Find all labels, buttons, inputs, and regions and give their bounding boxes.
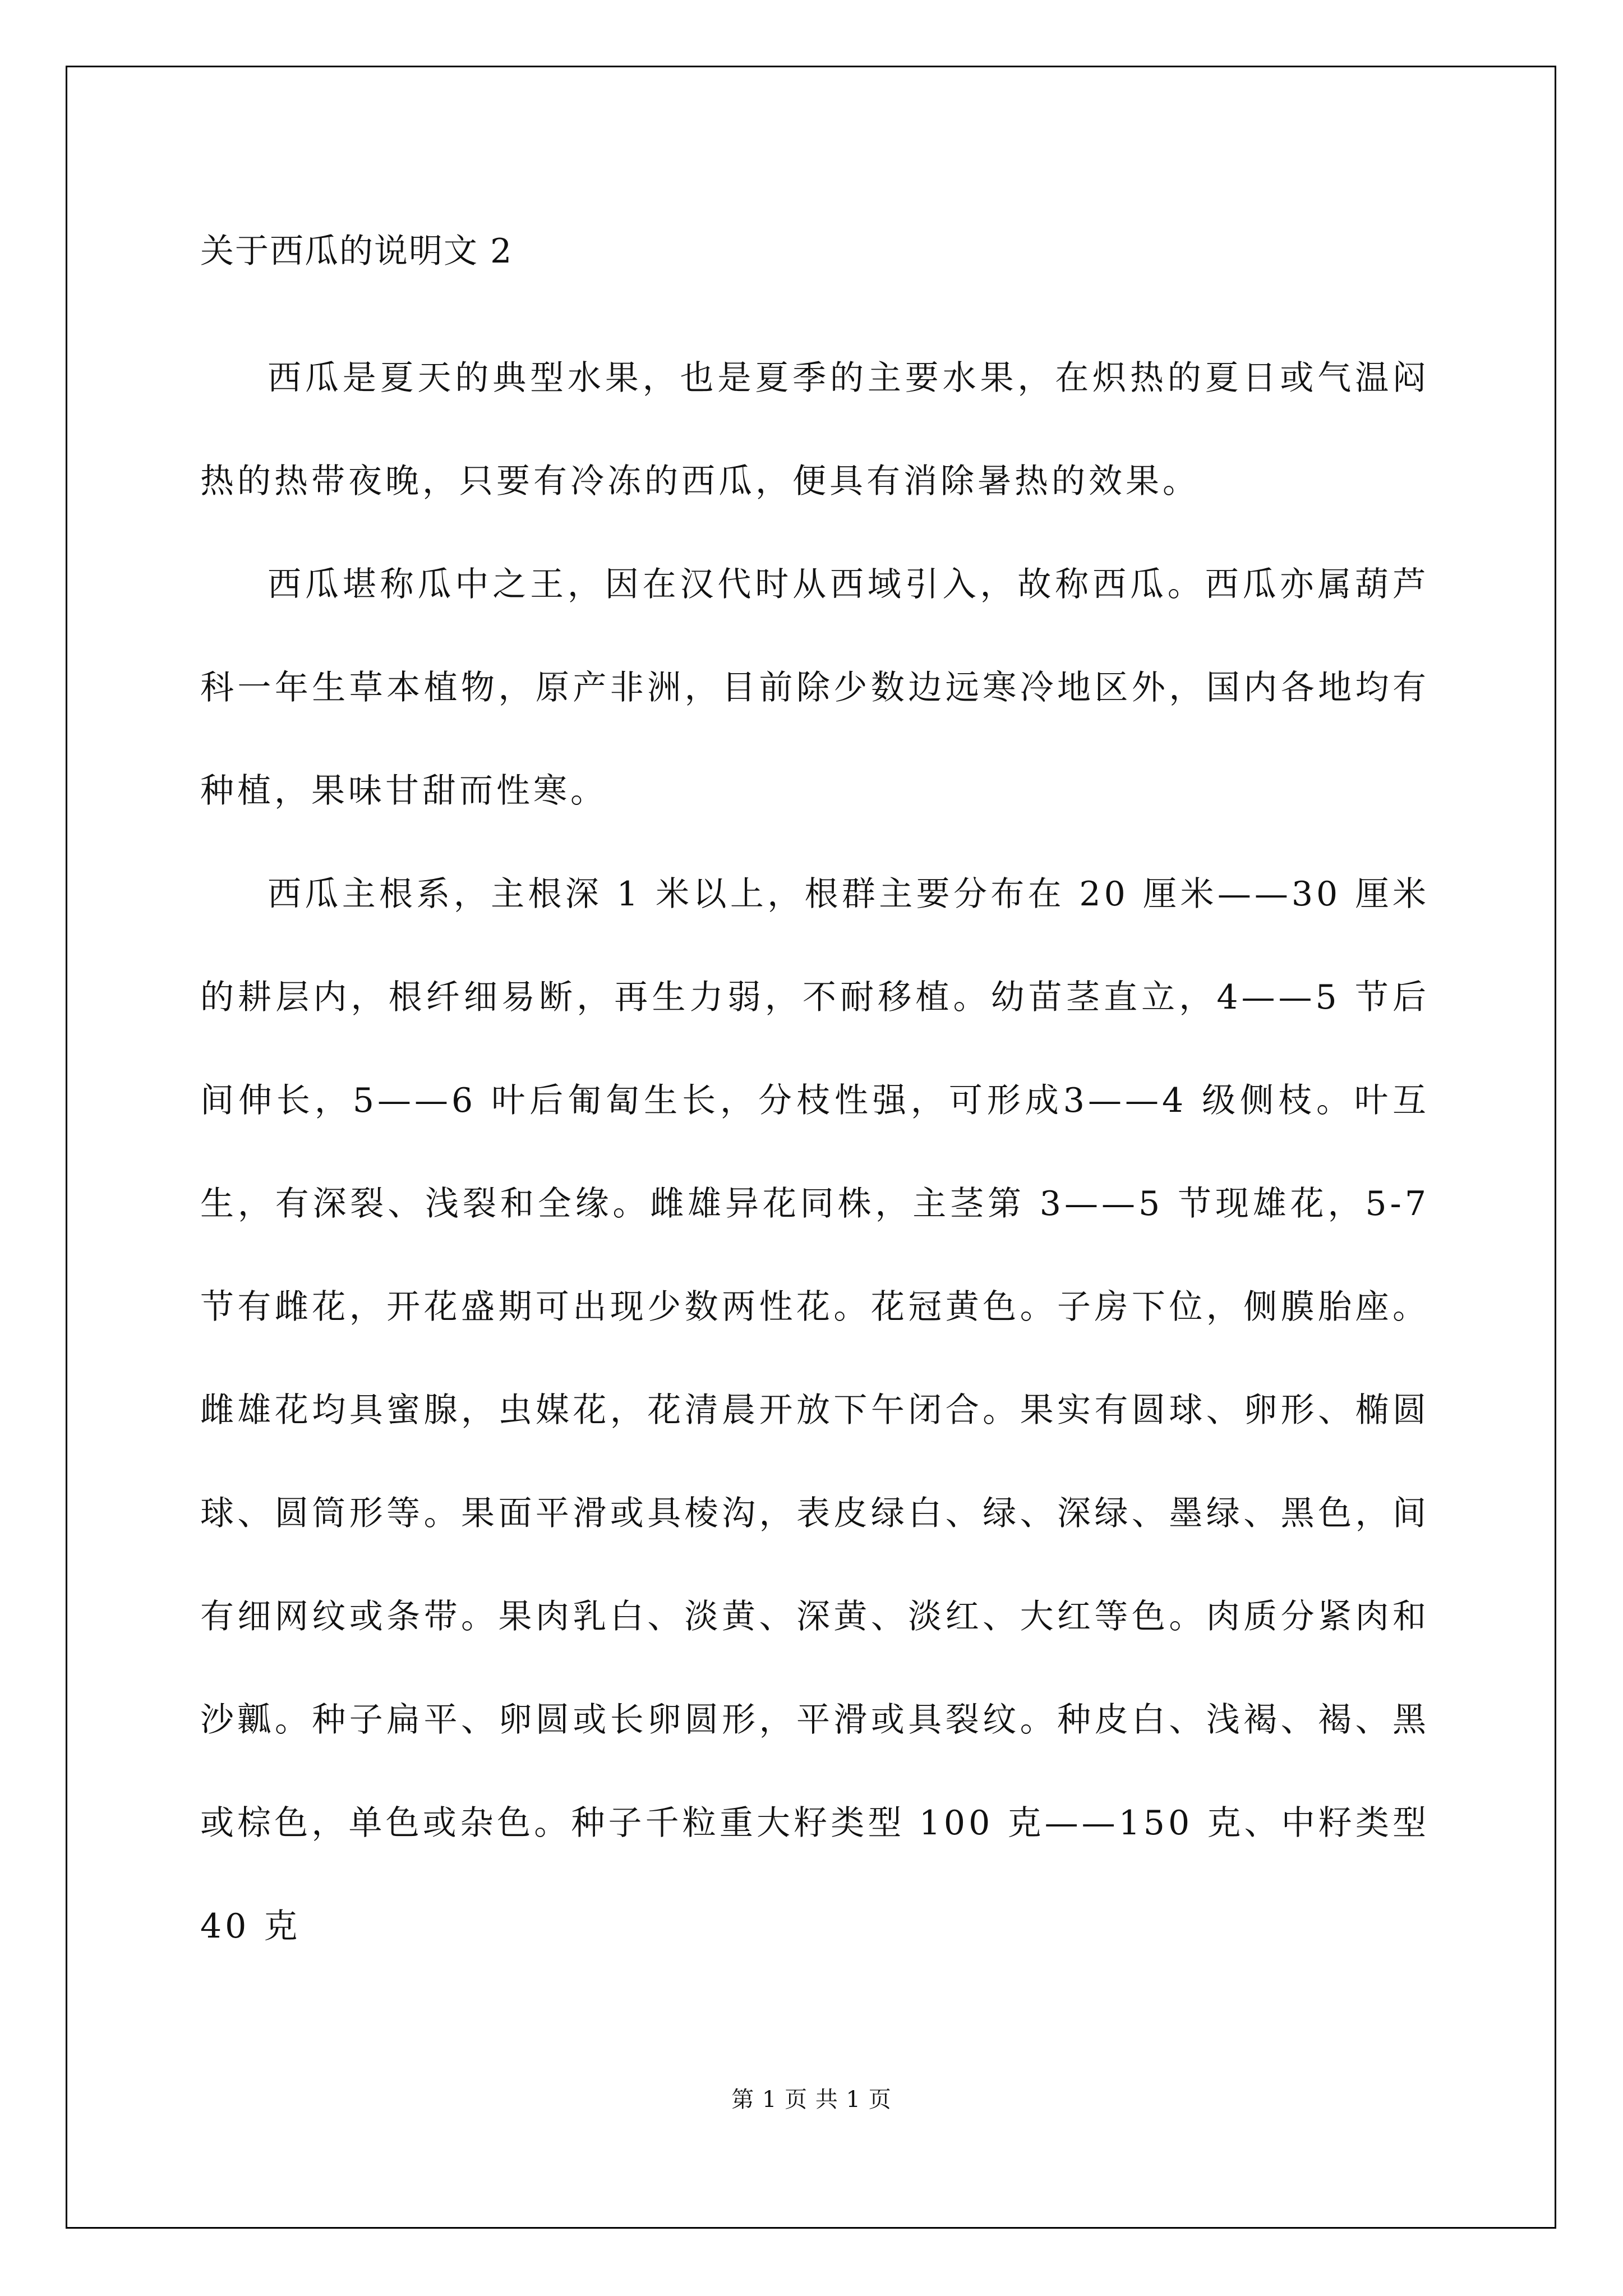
paragraph-2: 西瓜堪称瓜中之王，因在汉代时从西域引入，故称西瓜。西瓜亦属葫芦科一年生草本植物，原产非洲，目前除少数边远寒冷地区外，国内各地均有种植，果味甘甜而性寒。: [200, 565, 1430, 811]
paragraph-1: 西瓜是夏天的典型水果，也是夏季的主要水果，在炽热的夏日或气温闷热的热带夜晚，只要有冷冻的西瓜，便具有消除暑热的效果。: [200, 358, 1430, 501]
document-title: 关于西瓜的说明文 2: [200, 232, 513, 271]
document-body: [200, 223, 1430, 1978]
paragraph-3: 西瓜主根系，主根深 1 米以上，根群主要分布在 20 厘米——30 厘米的耕层内，根纤细易断，再生力弱，不耐移植。幼苗茎直立，4——5 节后间伸长，5——6 叶后匍匐生长，分枝性强，可形成3——4 级侧枝。叶互生，有深裂、浅裂和全缘。雌雄异花同株，主茎第 3——5 节现雄花，5-7 节有雌花，开花盛期可出现少数两性花。花冠黄色。子房下位，侧膜胎座。雌雄花均具蜜腺，虫媒花，花清晨开放下午闭合。果实有圆球、卵形、椭圆球、圆筒形等。果面平滑或具棱沟，表皮绿白、绿、深绿、墨绿、黑色，间有细网纹或条带。果肉乳白、淡黄、深黄、淡红、大红等色。肉质分紧肉和沙瓤。种子扁平、卵圆或长卵圆形，平滑或具裂纹。种皮白、浅褐、褐、黑或棕色，单色或杂色。种子千粒重大籽类型 100 克——150 克、中籽类型 40 克: [200, 875, 1430, 1946]
page-footer: 第 1 页 共 1 页: [731, 2087, 892, 2113]
